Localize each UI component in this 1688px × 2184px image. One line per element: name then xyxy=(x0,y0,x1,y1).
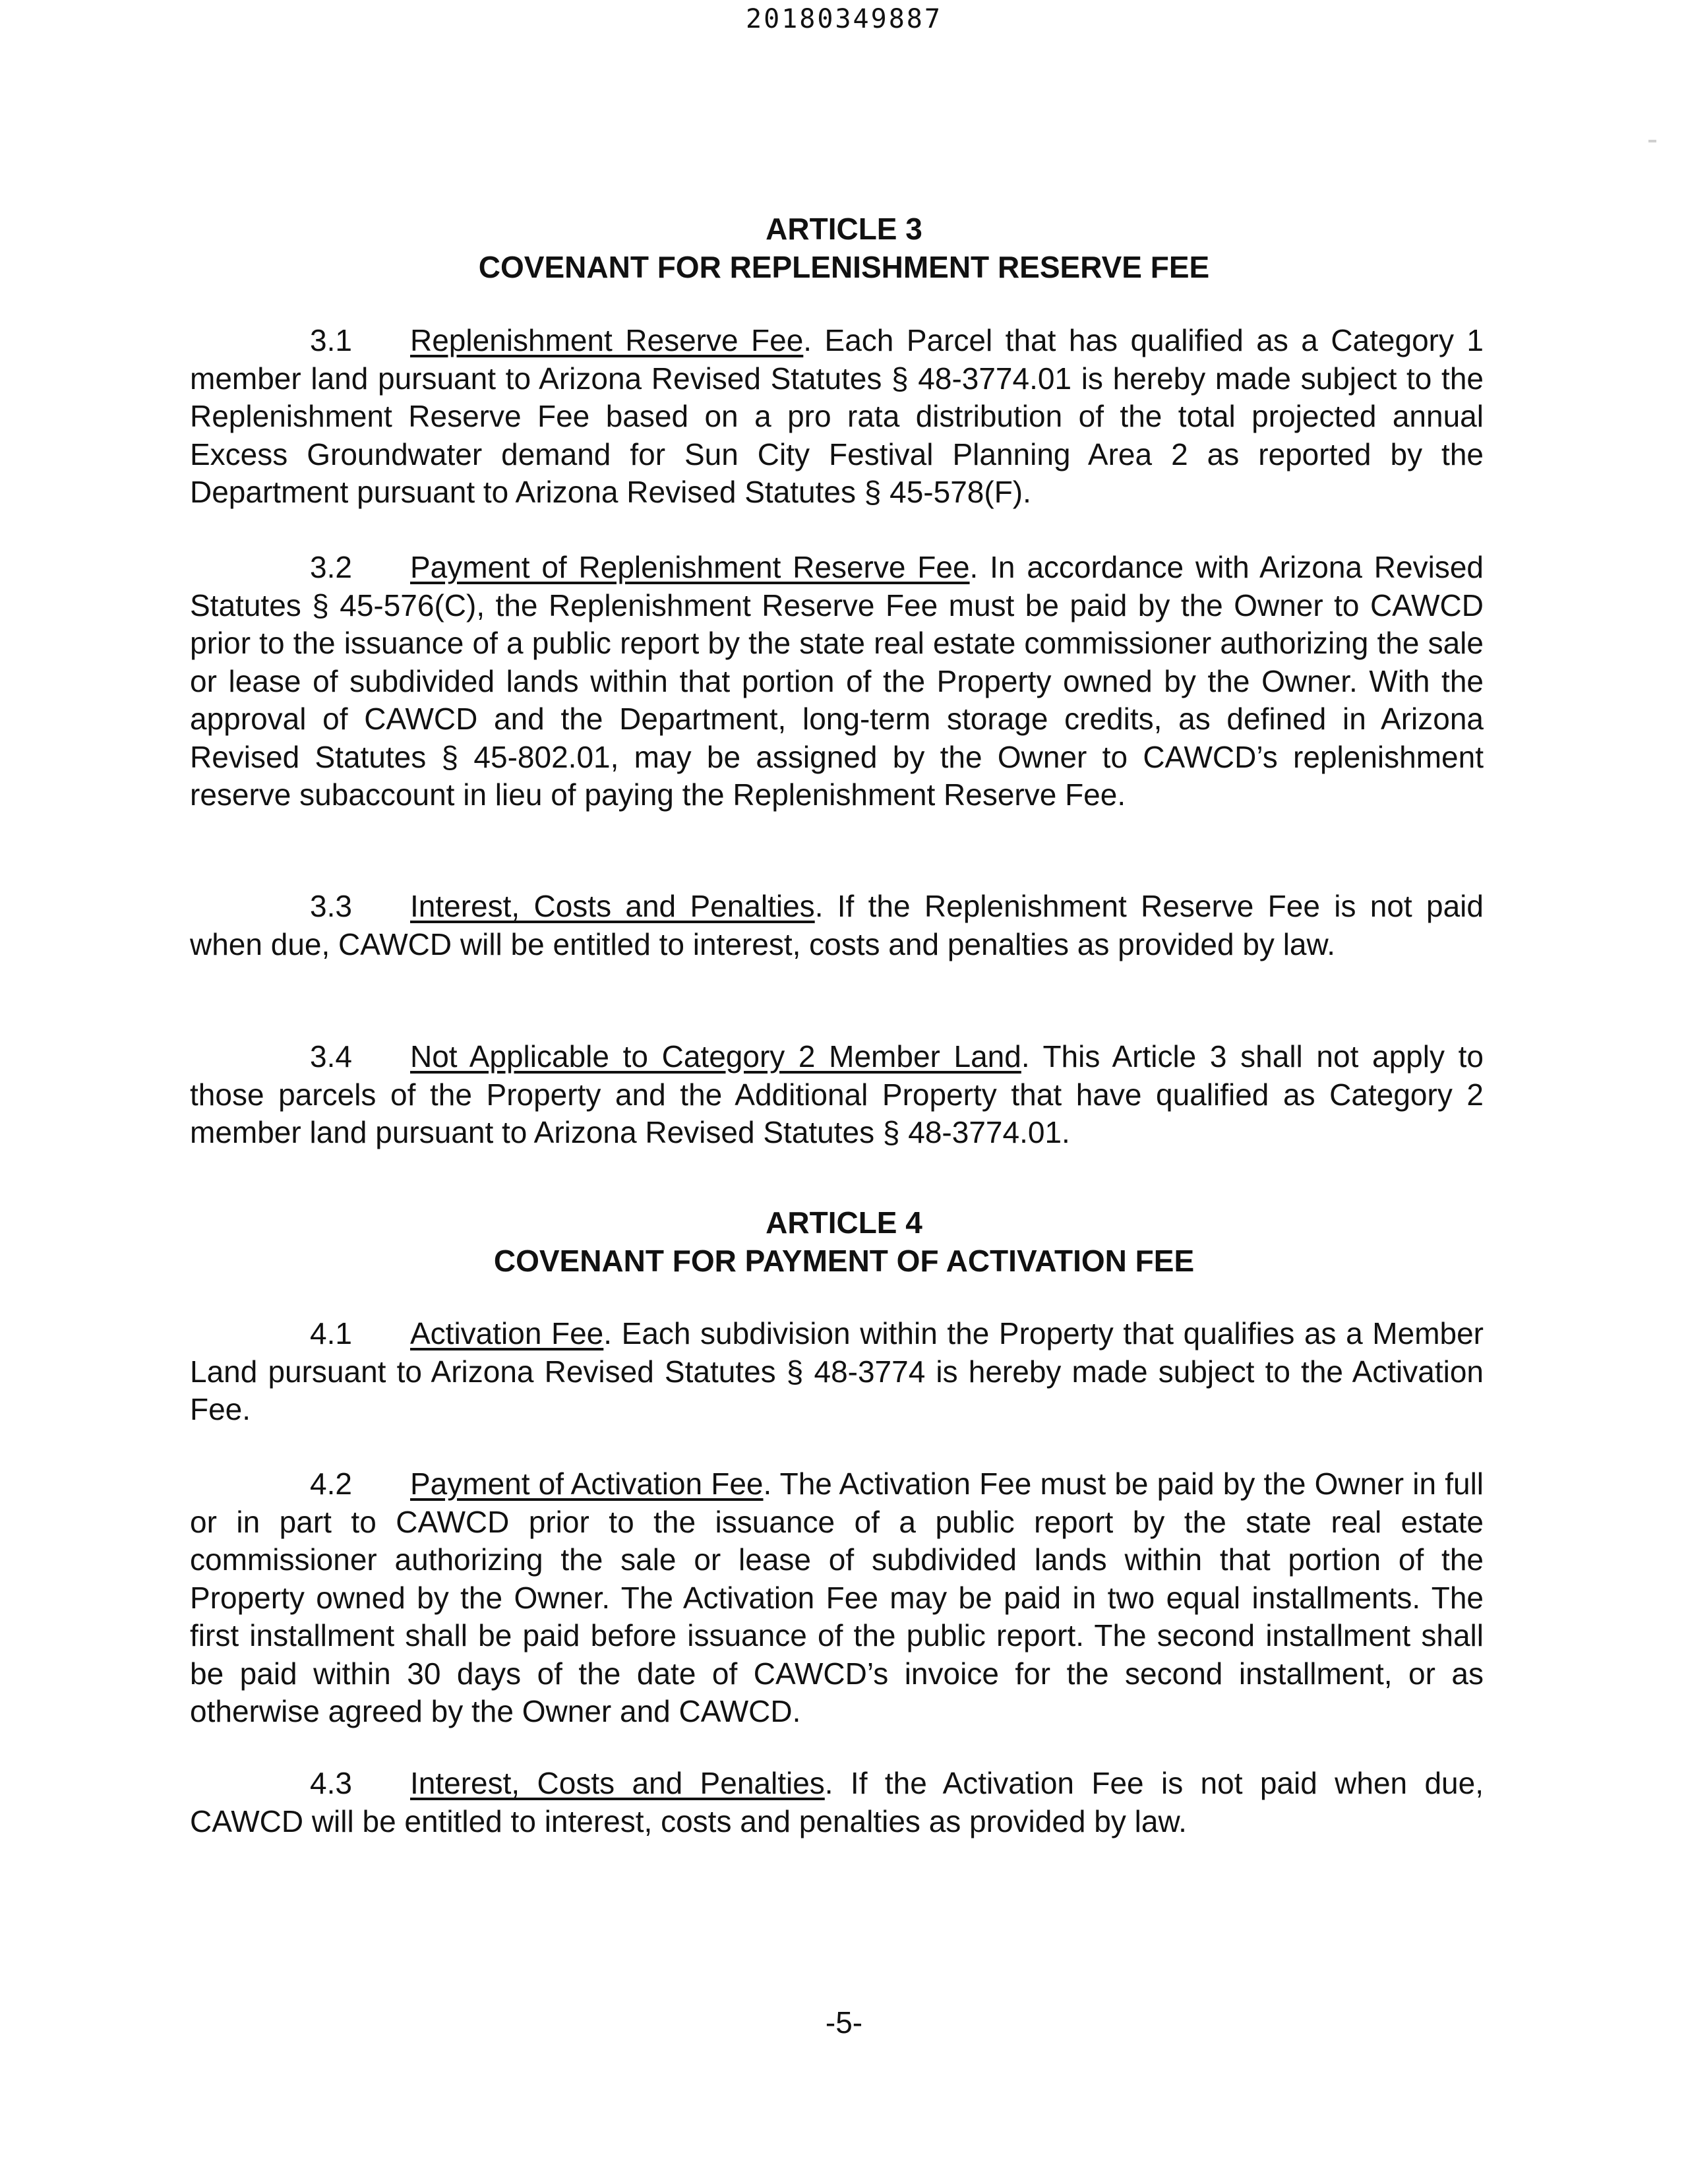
section-number: 4.2 xyxy=(310,1467,352,1501)
section-number: 4.1 xyxy=(310,1316,352,1350)
section-number: 3.1 xyxy=(310,323,352,357)
recording-number: 20180349887 xyxy=(746,4,942,34)
section-title: Interest, Costs and Penalties xyxy=(410,889,815,923)
section-body: . If the Activation Fee is not paid when due, CAWCD will be entitled to interest, costs and penalties as provided by law. xyxy=(190,1766,1484,1838)
section-body: . The Activation Fee must be paid by the Owner in full or in part to CAWCD prior to the issuance of a public report by the state real estate commissioner authorizing the sale or lease of subdivided lands within that portion of the Property owned by the Owner. The Activation Fee may be paid in two equal installments. The first installment shall be paid before issuance of the public report. The second installment shall be paid within 30 days of the date of CAWCD’s invoice for the second installment, or as otherwise agreed by the Owner and CAWCD. xyxy=(190,1467,1484,1728)
section-3-3 xyxy=(190,888,1484,963)
section-title: Not Applicable to Category 2 Member Land xyxy=(410,1039,1021,1074)
section-number: 3.3 xyxy=(310,889,352,923)
section-body: . In accordance with Arizona Revised Statutes § 45-576(C), the Replenishment Reserve Fee must be paid by the Owner to CAWCD prior to the issuance of a public report by the state real estate commissioner authorizing the sale or lease of subdivided lands within that portion of the Property owned by the Owner. With the approval of CAWCD and the Department, long-term storage credits, as defined in Arizona Revised Statutes § 45-802.01, may be assigned by the Owner to CAWCD’s replenishment reserve subaccount in lieu of paying the Replenishment Reserve Fee. xyxy=(190,550,1484,812)
article-3-subtitle: COVENANT FOR REPLENISHMENT RESERVE FEE xyxy=(478,250,1210,284)
section-body: . This Article 3 shall not apply to those parcels of the Property and the Additional Property that have qualified as Category 2 member land pursuant to Arizona Revised Statutes § 48-3774.01. xyxy=(190,1039,1484,1149)
section-4-1 xyxy=(190,1315,1484,1429)
article-3-heading xyxy=(0,210,1688,286)
article-4-subtitle: COVENANT FOR PAYMENT OF ACTIVATION FEE xyxy=(493,1244,1195,1278)
section-4-2 xyxy=(190,1465,1484,1731)
section-3-4 xyxy=(190,1038,1484,1152)
section-body: . If the Replenishment Reserve Fee is not paid when due, CAWCD will be entitled to interest, costs and penalties as provided by law. xyxy=(190,889,1484,961)
section-3-1 xyxy=(190,322,1484,512)
section-number: 4.3 xyxy=(310,1766,352,1800)
section-4-3 xyxy=(190,1765,1484,1840)
section-3-2 xyxy=(190,549,1484,814)
page-number: -5- xyxy=(825,2005,863,2040)
section-title: Payment of Activation Fee xyxy=(410,1467,764,1501)
section-number: 3.2 xyxy=(310,550,352,584)
article-4-heading xyxy=(0,1203,1688,1280)
article-3-title: ARTICLE 3 xyxy=(766,212,922,246)
section-title: Payment of Replenishment Reserve Fee xyxy=(410,550,970,584)
section-title: Activation Fee xyxy=(410,1316,604,1350)
section-body: . Each subdivision within the Property that qualifies as a Member Land pursuant to Arizona Revised Statutes § 48-3774 is hereby made subject to the Activation Fee. xyxy=(190,1316,1484,1426)
article-4-title: ARTICLE 4 xyxy=(766,1205,922,1240)
section-number: 3.4 xyxy=(310,1039,352,1074)
scan-artifact xyxy=(1648,140,1656,142)
section-body: . Each Parcel that has qualified as a Category 1 member land pursuant to Arizona Revised Statutes § 48-3774.01 is hereby made subject to the Replenishment Reserve Fee based on a pro rata distribution of the total projected annual Excess Groundwater demand for Sun City Festival Planning Area 2 as reported by the Department pursuant to Arizona Revised Statutes § 45-578(F). xyxy=(190,323,1484,509)
section-title: Interest, Costs and Penalties xyxy=(410,1766,825,1800)
section-title: Replenishment Reserve Fee xyxy=(410,323,804,357)
